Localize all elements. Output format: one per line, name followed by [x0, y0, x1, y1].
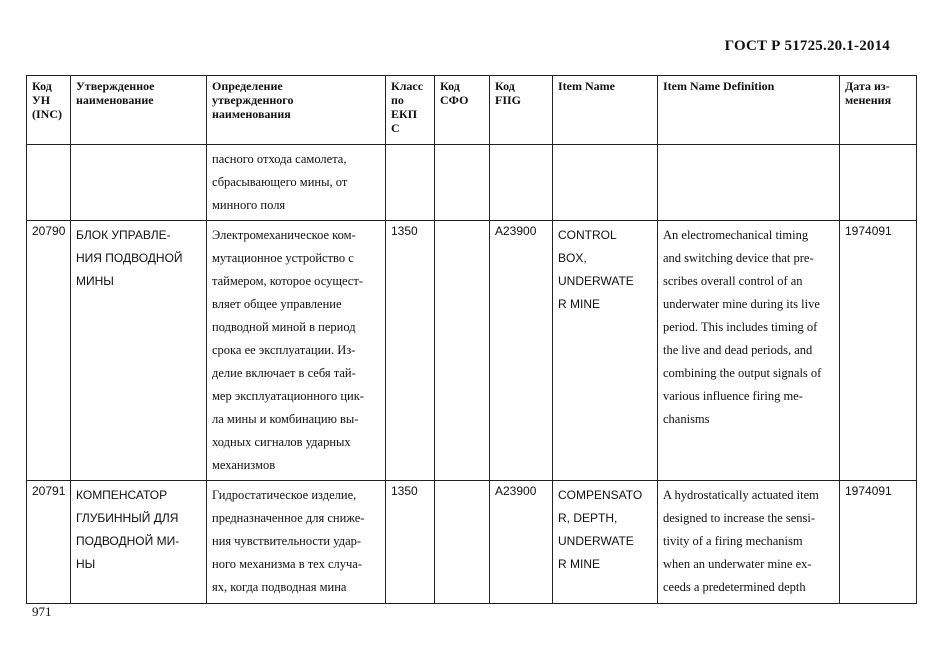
document-title: ГОСТ Р 51725.20.1-2014 — [724, 38, 890, 54]
text-line: сбрасывающего мины, от — [212, 175, 348, 189]
cell-class: 1350 — [386, 481, 435, 604]
cell-item-definition — [658, 145, 840, 221]
text-line: ГЛУБИННЫЙ ДЛЯ — [76, 511, 179, 525]
header-label-line: Утвержденное — [76, 79, 155, 93]
text-line: механизмов — [212, 458, 276, 472]
header-item-name — [553, 76, 658, 145]
cell-item-name — [553, 145, 658, 221]
cell-code: 20791 — [27, 481, 71, 604]
cell-definition — [207, 145, 386, 221]
text-line: срока ее эксплуатации. Из- — [212, 343, 356, 357]
header-code-inc — [27, 76, 71, 145]
cell-fiig — [490, 145, 553, 221]
cell-sfo — [435, 221, 490, 481]
header-code-sfo — [435, 76, 490, 145]
header-item-name-definition — [658, 76, 840, 145]
text-line: делие включает в себя тай- — [212, 366, 356, 380]
text-line: R MINE — [558, 297, 600, 311]
text-line: Электромеханическое ком- — [212, 228, 356, 242]
header-label-line: менения — [845, 93, 892, 107]
text-line: UNDERWATE — [558, 534, 634, 548]
header-label-line: Код — [32, 79, 52, 93]
header-label-line: Item Name — [558, 79, 615, 93]
header-label-line: УН — [32, 93, 51, 107]
text-line: underwater mine during its live — [663, 297, 820, 311]
text-line: предназначенное для сниже- — [212, 511, 365, 525]
page-number: 971 — [32, 604, 52, 619]
item-registry-table — [26, 75, 917, 604]
cell-code: 20790 — [27, 221, 71, 481]
text-line: таймером, которое осущест- — [212, 274, 363, 288]
cell-item-definition — [658, 481, 840, 604]
header-label-line: Item Name Definition — [663, 79, 775, 93]
text-line: combining the output signals of — [663, 366, 822, 380]
text-line: НИЯ ПОДВОДНОЙ — [76, 251, 183, 265]
header-change-date — [840, 76, 917, 145]
text-line: various influence firing me- — [663, 389, 803, 403]
header-approved-name — [71, 76, 207, 145]
header-label-line: Дата из- — [845, 79, 890, 93]
text-line: tivity of a firing mechanism — [663, 534, 803, 548]
text-line: подводной миной в период — [212, 320, 356, 334]
text-line: CONTROL — [558, 228, 617, 242]
cell-item-name — [553, 221, 658, 481]
cell-fiig: A23900 — [490, 221, 553, 481]
cell-sfo — [435, 145, 490, 221]
cell-class: 1350 — [386, 221, 435, 481]
header-label-line: FIIG — [495, 93, 522, 107]
header-label-line: Определение — [212, 79, 283, 93]
cell-approved-name — [71, 145, 207, 221]
text-line: ного механизма в тех случа- — [212, 557, 362, 571]
header-code-fiig — [490, 76, 553, 145]
text-line: period. This includes timing of — [663, 320, 818, 334]
text-line: scribes overall control of an — [663, 274, 803, 288]
header-label-line: С — [391, 121, 400, 135]
cell-change-date: 1974091 — [840, 221, 917, 481]
text-line: ния чувствительности удар- — [212, 534, 362, 548]
cell-definition — [207, 481, 386, 604]
cell-definition — [207, 221, 386, 481]
text-line: designed to increase the sensi- — [663, 511, 816, 525]
header-class — [386, 76, 435, 145]
header-label-line: Код — [440, 79, 460, 93]
table-header-row — [27, 76, 917, 145]
cell-fiig: A23900 — [490, 481, 553, 604]
text-line: мутационное устройство с — [212, 251, 354, 265]
text-line: мер эксплуатационного цик- — [212, 389, 364, 403]
text-line: минного поля — [212, 198, 286, 212]
cell-approved-name — [71, 221, 207, 481]
text-line: the live and dead periods, and — [663, 343, 813, 357]
header-label-line: Код — [495, 79, 515, 93]
cell-sfo — [435, 481, 490, 604]
text-line: ceeds a predetermined depth — [663, 580, 806, 594]
cell-class — [386, 145, 435, 221]
text-line: R MINE — [558, 557, 600, 571]
cell-approved-name — [71, 481, 207, 604]
text-line: UNDERWATE — [558, 274, 634, 288]
text-line: Гидростатическое изделие, — [212, 488, 357, 502]
header-label-line: ЕКП — [391, 107, 418, 121]
text-line: ла мины и комбинацию вы- — [212, 412, 359, 426]
header-label-line: утвержденного — [212, 93, 294, 107]
text-line: and switching device that pre- — [663, 251, 814, 265]
text-line: ходных сигналов ударных — [212, 435, 351, 449]
cell-item-name — [553, 481, 658, 604]
header-label-line: Класс — [391, 79, 424, 93]
cell-code — [27, 145, 71, 221]
header-label-line: СФО — [440, 93, 469, 107]
text-line: ях, когда подводная мина — [212, 580, 347, 594]
text-line: БЛОК УПРАВЛЕ- — [76, 228, 171, 242]
cell-item-definition — [658, 221, 840, 481]
text-line: R, DEPTH, — [558, 511, 618, 525]
header-approved-name-definition — [207, 76, 386, 145]
text-line: вляет общее управление — [212, 297, 342, 311]
header-label-line: наименования — [212, 107, 291, 121]
header-label-line: наименование — [76, 93, 154, 107]
text-line: COMPENSATO — [558, 488, 643, 502]
text-line: when an underwater mine ex- — [663, 557, 812, 571]
cell-change-date: 1974091 — [840, 481, 917, 604]
text-line: chanisms — [663, 412, 710, 426]
header-label-line: по — [391, 93, 404, 107]
text-line: A hydrostatically actuated item — [663, 488, 819, 502]
text-line: пасного отхода самолета, — [212, 152, 347, 166]
table-row — [27, 145, 917, 221]
text-line: НЫ — [76, 557, 96, 571]
text-line: BOX, — [558, 251, 587, 265]
table-row — [27, 481, 917, 604]
table-row — [27, 221, 917, 481]
text-line: МИНЫ — [76, 274, 114, 288]
header-label-line: (INC) — [32, 107, 62, 121]
text-line: КОМПЕНСАТОР — [76, 488, 168, 502]
text-line: An electromechanical timing — [663, 228, 809, 242]
text-line: ПОДВОДНОЙ МИ- — [76, 534, 180, 548]
cell-change-date — [840, 145, 917, 221]
